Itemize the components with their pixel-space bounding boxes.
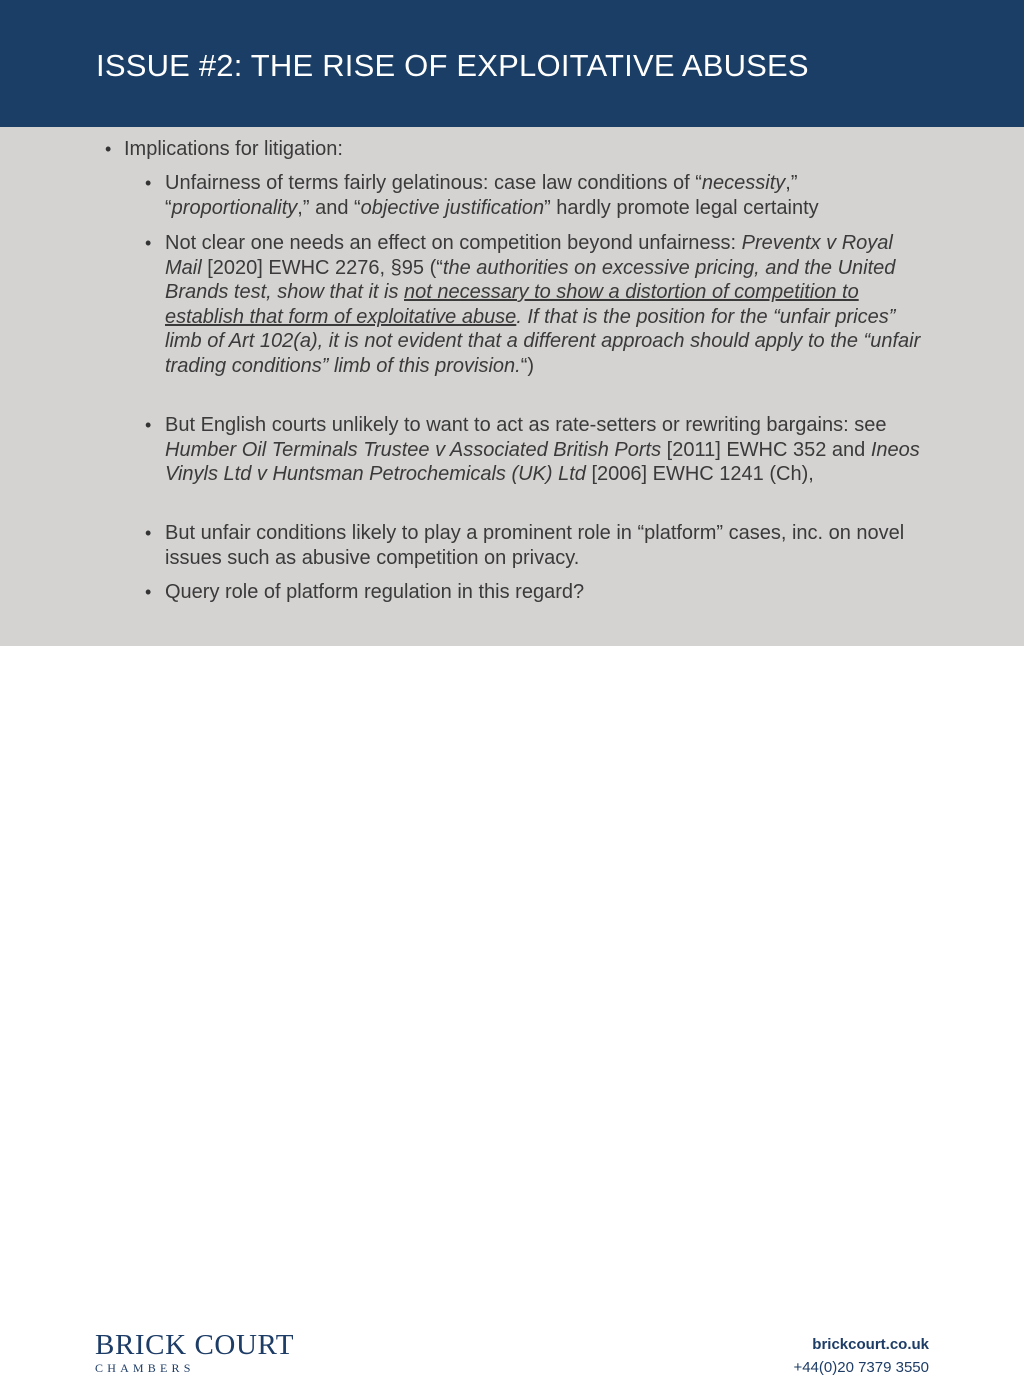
bullet-marker: • [145, 233, 152, 253]
italic-text-fragment: not necessary to show a distortion of competition to establish that form of exploitative abuse [165, 281, 859, 328]
italic-text-fragment: the authorities on excessive pricing, and the United Brands test, show that it is [165, 256, 896, 304]
text-fragment: [2020] EWHC 2276, §95 (“ [201, 256, 443, 279]
text-fragment: Unfairness of terms fairly gelatinous: case law conditions of “ [165, 172, 702, 194]
text-fragment: ” hardly promote legal certainty [544, 196, 819, 219]
section-heading: Implications for litigation: [124, 138, 343, 160]
bullet-marker: • [145, 523, 152, 543]
slide-header [0, 0, 1024, 127]
italic-text-fragment: Humber Oil Terminals Trustee v Associated British Ports [165, 438, 662, 461]
logo-subtitle: CHAMBERS [95, 1361, 195, 1375]
list-item [165, 231, 925, 379]
text-fragment: [2011] EWHC 352 and [661, 438, 871, 461]
italic-text-fragment: necessity [701, 172, 786, 194]
list-item [165, 580, 925, 605]
bullet-marker: • [145, 582, 152, 602]
text-fragment: “) [520, 354, 535, 377]
italic-text-fragment: objective justification [360, 196, 545, 219]
list-item [165, 171, 925, 220]
italic-text-fragment: . If that is the position for the “unfair prices” limb of Art 102(a), it is not evident that a different approach should apply to the “unfair trading conditions” limb of this provision. [165, 305, 921, 377]
bullet-marker: • [145, 173, 152, 193]
bullet-marker: • [145, 415, 152, 435]
phone-number: +44(0)20 7379 3550 [793, 1359, 929, 1376]
text-fragment: But unfair conditions likely to play a prominent role in “platform” cases, inc. on novel issues such as abusive competition on privacy. [165, 522, 905, 569]
list-item [165, 413, 925, 487]
text-fragment: ,” and “ [297, 196, 361, 219]
italic-text-fragment: proportionality [171, 196, 298, 219]
text-fragment: [2006] EWHC 1241 (Ch), [585, 463, 814, 486]
text-fragment: Query role of platform regulation in this regard? [165, 581, 585, 603]
list-item [165, 521, 925, 570]
slide-footer [0, 646, 1024, 1376]
italic-text-fragment: Ineos Vinyls Ltd v Huntsman Petrochemicals (UK) Ltd [165, 438, 920, 486]
italic-text-fragment: Preventx v Royal Mail [165, 232, 893, 279]
logo-wordmark: BRICK COURT [95, 1329, 295, 1361]
slide-title: ISSUE #2: THE RISE OF EXPLOITATIVE ABUSES [96, 48, 809, 83]
website-link[interactable]: brickcourt.co.uk [812, 1336, 929, 1353]
bullet-marker: • [105, 139, 112, 159]
text-fragment: Not clear one needs an effect on competition beyond unfairness: [165, 232, 742, 254]
text-fragment: But English courts unlikely to want to act as rate-setters or rewriting bargains: see [165, 414, 887, 436]
text-fragment: ,” “ [165, 172, 798, 219]
